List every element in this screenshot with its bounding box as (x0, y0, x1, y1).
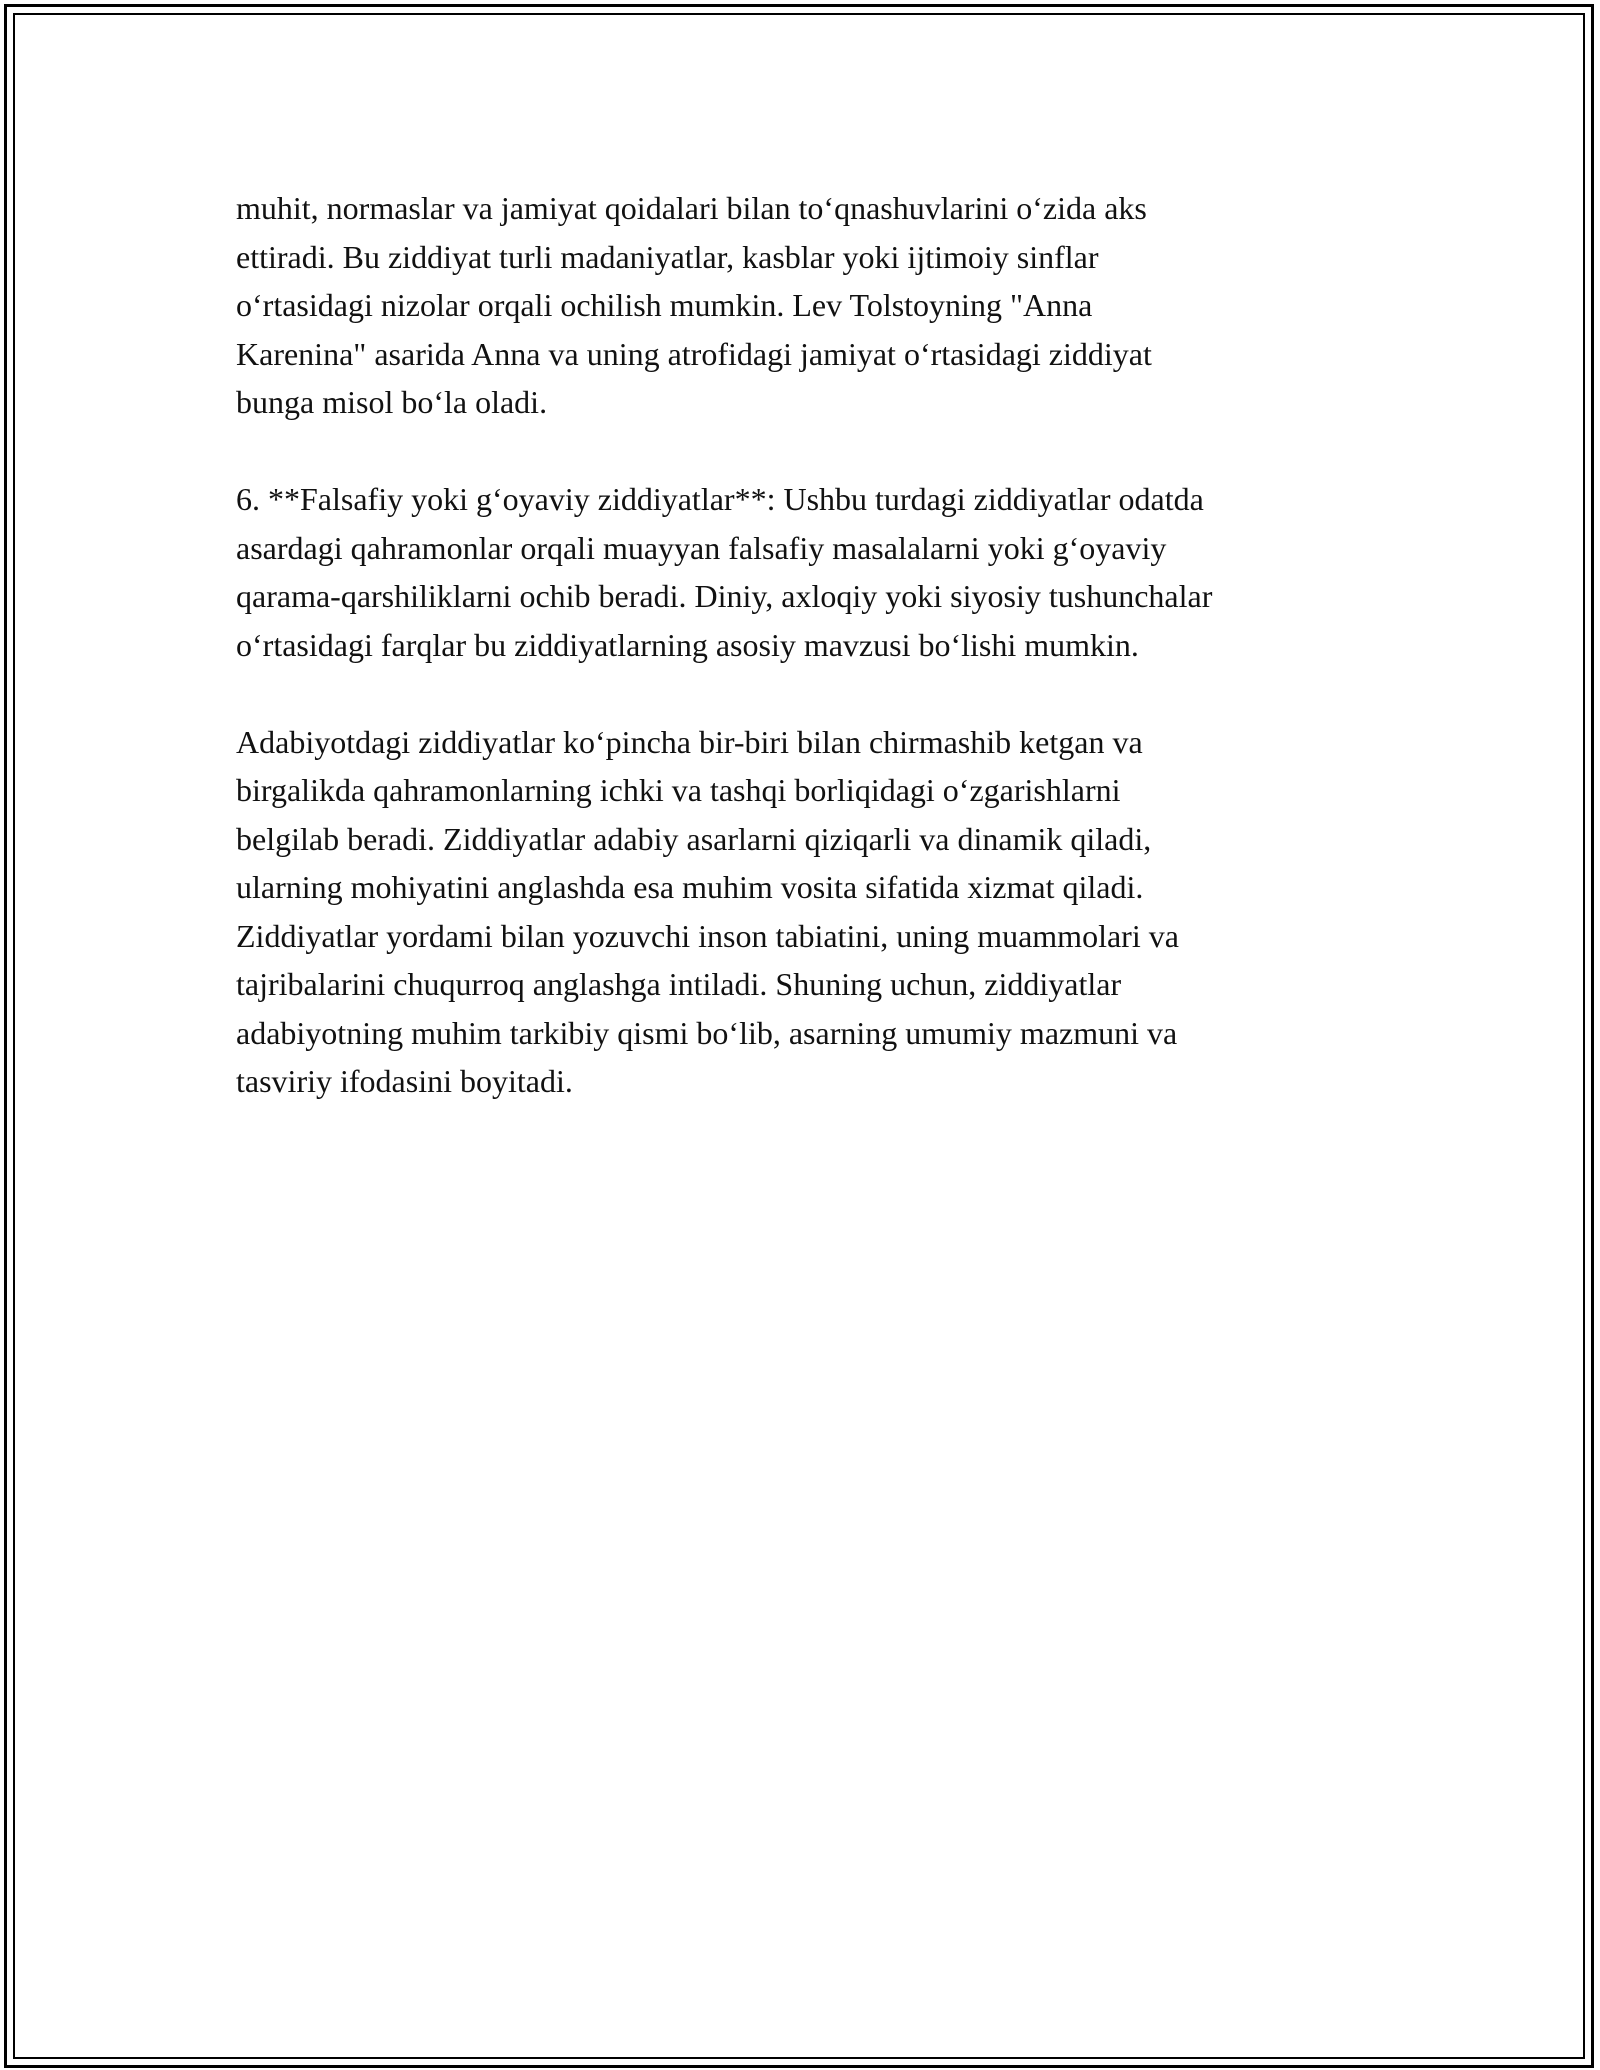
text-line: qarama-qarshiliklarni ochib beradi. Diniy, axloqiy yoki siyosiy tushunchalar (236, 578, 1213, 614)
text-line: asardagi qahramonlar orqali muayyan falsafiy masalalarni yoki g‘oyaviy (236, 529, 1167, 566)
paragraph-philosophical-conflict (236, 475, 1366, 669)
text-line: muhit, normaslar va jamiyat qoidalari bilan to‘qnashuvlarini o‘zida aks (236, 190, 1147, 226)
document-body (236, 184, 1366, 1154)
text-line: Ziddiyatlar yordami bilan yozuvchi inson tabiatini, uning muammolari va (236, 917, 1179, 954)
text-line: Adabiyotdagi ziddiyatlar ko‘pincha bir-biri bilan chirmashib ketgan va (236, 723, 1143, 760)
paragraph-society-conflict (236, 184, 1366, 427)
text-line: birgalikda qahramonlarning ichki va tashqi borliqidagi o‘zgarishlarni (236, 772, 1121, 808)
text-line: ettiradi. Bu ziddiyat turli madaniyatlar, kasblar yoki ijtimoiy sinflar (236, 238, 1099, 275)
text-line: tasviriy ifodasini boyitadi. (236, 1063, 573, 1099)
text-line: 6. **Falsafiy yoki g‘oyaviy ziddiyatlar**: Ushbu turdagi ziddiyatlar odatda (236, 481, 1204, 517)
paragraph-conclusion (236, 718, 1366, 1106)
text-line: adabiyotning muhim tarkibiy qismi bo‘lib, asarning umumiy mazmuni va (236, 1014, 1178, 1051)
text-line: belgilab beradi. Ziddiyatlar adabiy asarlarni qiziqarli va dinamik qiladi, (236, 820, 1152, 857)
text-line: tajribalarini chuqurroq anglashga intiladi. Shuning uchun, ziddiyatlar (236, 966, 1122, 1002)
text-line: o‘rtasidagi farqlar bu ziddiyatlarning asosiy mavzusi bo‘lishi mumkin. (236, 626, 1139, 663)
text-line: o‘rtasidagi nizolar orqali ochilish mumkin. Lev Tolstoyning "Anna (236, 287, 1093, 323)
text-line: bunga misol bo‘la oladi. (236, 384, 548, 420)
text-line: Karenina" asarida Anna va uning atrofidagi jamiyat o‘rtasidagi ziddiyat (236, 335, 1152, 372)
text-line: ularning mohiyatini anglashda esa muhim vosita sifatida xizmat qiladi. (236, 869, 1144, 905)
